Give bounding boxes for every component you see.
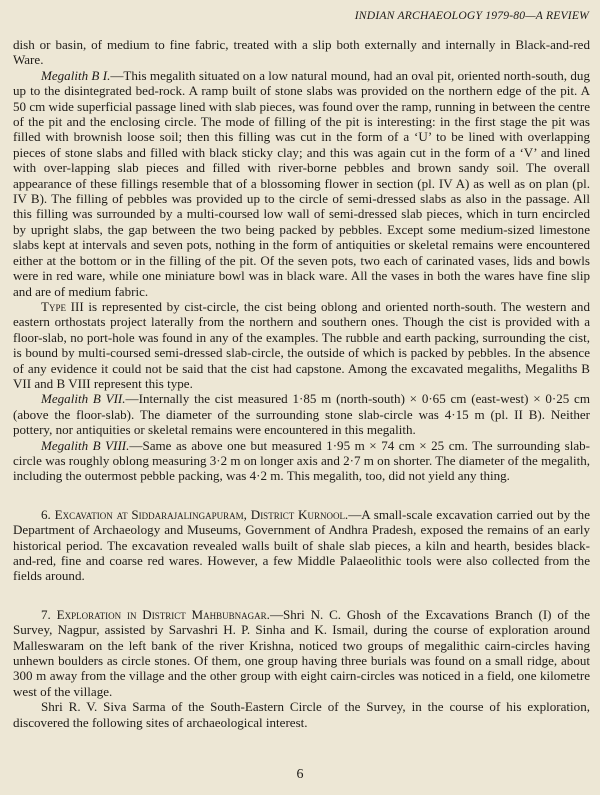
section-7-text: —Shri N. C. Ghosh of the Excavations Branch (I) of the Survey, Nagpur, assisted by Sarvashri H. P. Sinha and K. Ismail, during the course of exploration around Malleswaram on the left bank of the river Krishna, noticed two groups of megalithic cairn-circles having unhewn boulders as circle stones. Of them, one group having three burials was found on a small ridge, about 300 m away from the village and the other group with eight cairn-circles was noticed in a field, one kilometre west of the village. — [13, 606, 591, 699]
section-6-heading: 6. Excavation at Siddarajalingapuram, District Kurnool. — [41, 506, 349, 522]
section-7-heading: 7. Exploration in District Mahbubnagar. — [41, 606, 270, 622]
body-text — [13, 37, 590, 730]
megalith-b-i-heading: Megalith B I. — [41, 67, 111, 83]
section-6-siddarajalingapuram — [13, 507, 590, 584]
megalith-b-i-text: —This megalith situated on a low natural mound, had an oval pit, oriented north-south, dug up to the disintegrated bed-rock. A ramp built of stone slabs was provided on the northern edge of the pit. A 50 cm wide superficial passage lined with slab pieces, was found over the ramp, running in between the centre of the pit and the enclosing circle. The mode of filling of the pit is interesting: in the first stage the pit was filled with brownish loose soil; then this filling was cut in the form of a ‘U’ to be lined with overlapping pieces of stone slabs and filled with black sticky clay; and this was again cut in the form of a ‘V’ and lined with over-lapping slab pieces and filled with river-borne pebbles and brown sandy soil. The overall appearance of these fillings resemble that of a blossoming flower in section (pl. IV A) as well as on plan (pl. IV B). The filling of pebbles was provided up to the circle of semi-dressed slabs as also in the passage. All this filling was surrounded by a multi-coursed low wall of semi-dressed slab pieces, which in turn encircled by upright slabs, the gap between the two being packed by pebbles. Except some medium-sized limestone slabs kept at intervals and seven pots, nothing in the form of antiquities or skeletal remains were encountered either at the bottom or in the filling of the pit. Of the seven pots, two each of carinated vases, lids and bowls were in red ware, while one miniature bowl was in black ware. All the vases in both the wares have fine slip and are of medium fabric. — [13, 67, 590, 299]
section-gap — [13, 484, 590, 507]
page-number: 6 — [296, 767, 304, 782]
section-6-text: —A small-scale excavation carried out by the Department of Archaeology and Museums, Government of Andhra Pradesh, exposed the remains of an early historical period. The excavation revealed walls built of shale slab pieces, a kiln and hearth, besides black-and-red, fine and coarse red wares. However, a few Middle Palaeolithic tools were also collected from the fields around. — [13, 506, 590, 584]
megalith-b-vii-text: —Internally the cist measured 1·85 m (north-south) × 0·65 cm (east-west) × 0·25 cm (above the floor-slab). The diameter of the surrounding stone slab-circle was 4·15 m (pl. II B). Neither pottery, nor antiquities or skeletal remains were encountered in this megalith. — [13, 391, 590, 438]
megalith-b-vii-heading: Megalith B VII. — [41, 391, 126, 407]
paragraph-megalith-b-vii — [13, 391, 590, 437]
megalith-b-viii-text: —Same as above one but measured 1·95 m × 74 cm × 25 cm. The surrounding slab-circle was roughly oblong measuring 3·2 m on longer axis and 2·7 m on shorter. The diameter of the megalith, including the outermost pebble packing, was 4·2 m. This megalith, too, did not yield any thing. — [13, 437, 591, 484]
paragraph-megalith-b-i — [13, 68, 590, 299]
paragraph-continuation: dish or basin, of medium to fine fabric, treated with a slip both externally and internally in Black-and-red Ware. — [13, 37, 590, 68]
section-gap — [13, 584, 590, 607]
type-iii-heading: Type III — [41, 298, 84, 314]
paragraph-megalith-b-viii — [13, 438, 590, 484]
section-7-mahbubnagar — [13, 607, 590, 699]
megalith-b-viii-heading: Megalith B VIII. — [41, 437, 130, 453]
paragraph-siva-sarma: Shri R. V. Siva Sarma of the South-Eastern Circle of the Survey, in the course of his exploration, discovered the following sites of archaeological interest. — [13, 699, 590, 730]
paragraph-type-iii — [13, 299, 590, 391]
running-header: INDIAN ARCHAEOLOGY 1979-80—A REVIEW — [354, 9, 589, 22]
type-iii-text: is represented by cist-circle, the cist being oblong and oriented north-south. The western and eastern orthostats project laterally from the northern and southern ones. Though the cist is provided with a floor-slab, no port-hole was found in any of the examples. The rubble and earth packing, surrounding the cist, is bound by multi-coursed semi-dressed slab-circle, the outside of which is packed by pebbles. In the absence of any evidence it could not be said that the cist had capstone. Among the excavated megaliths, Megaliths B VII and B VIII represent this type. — [13, 298, 590, 391]
